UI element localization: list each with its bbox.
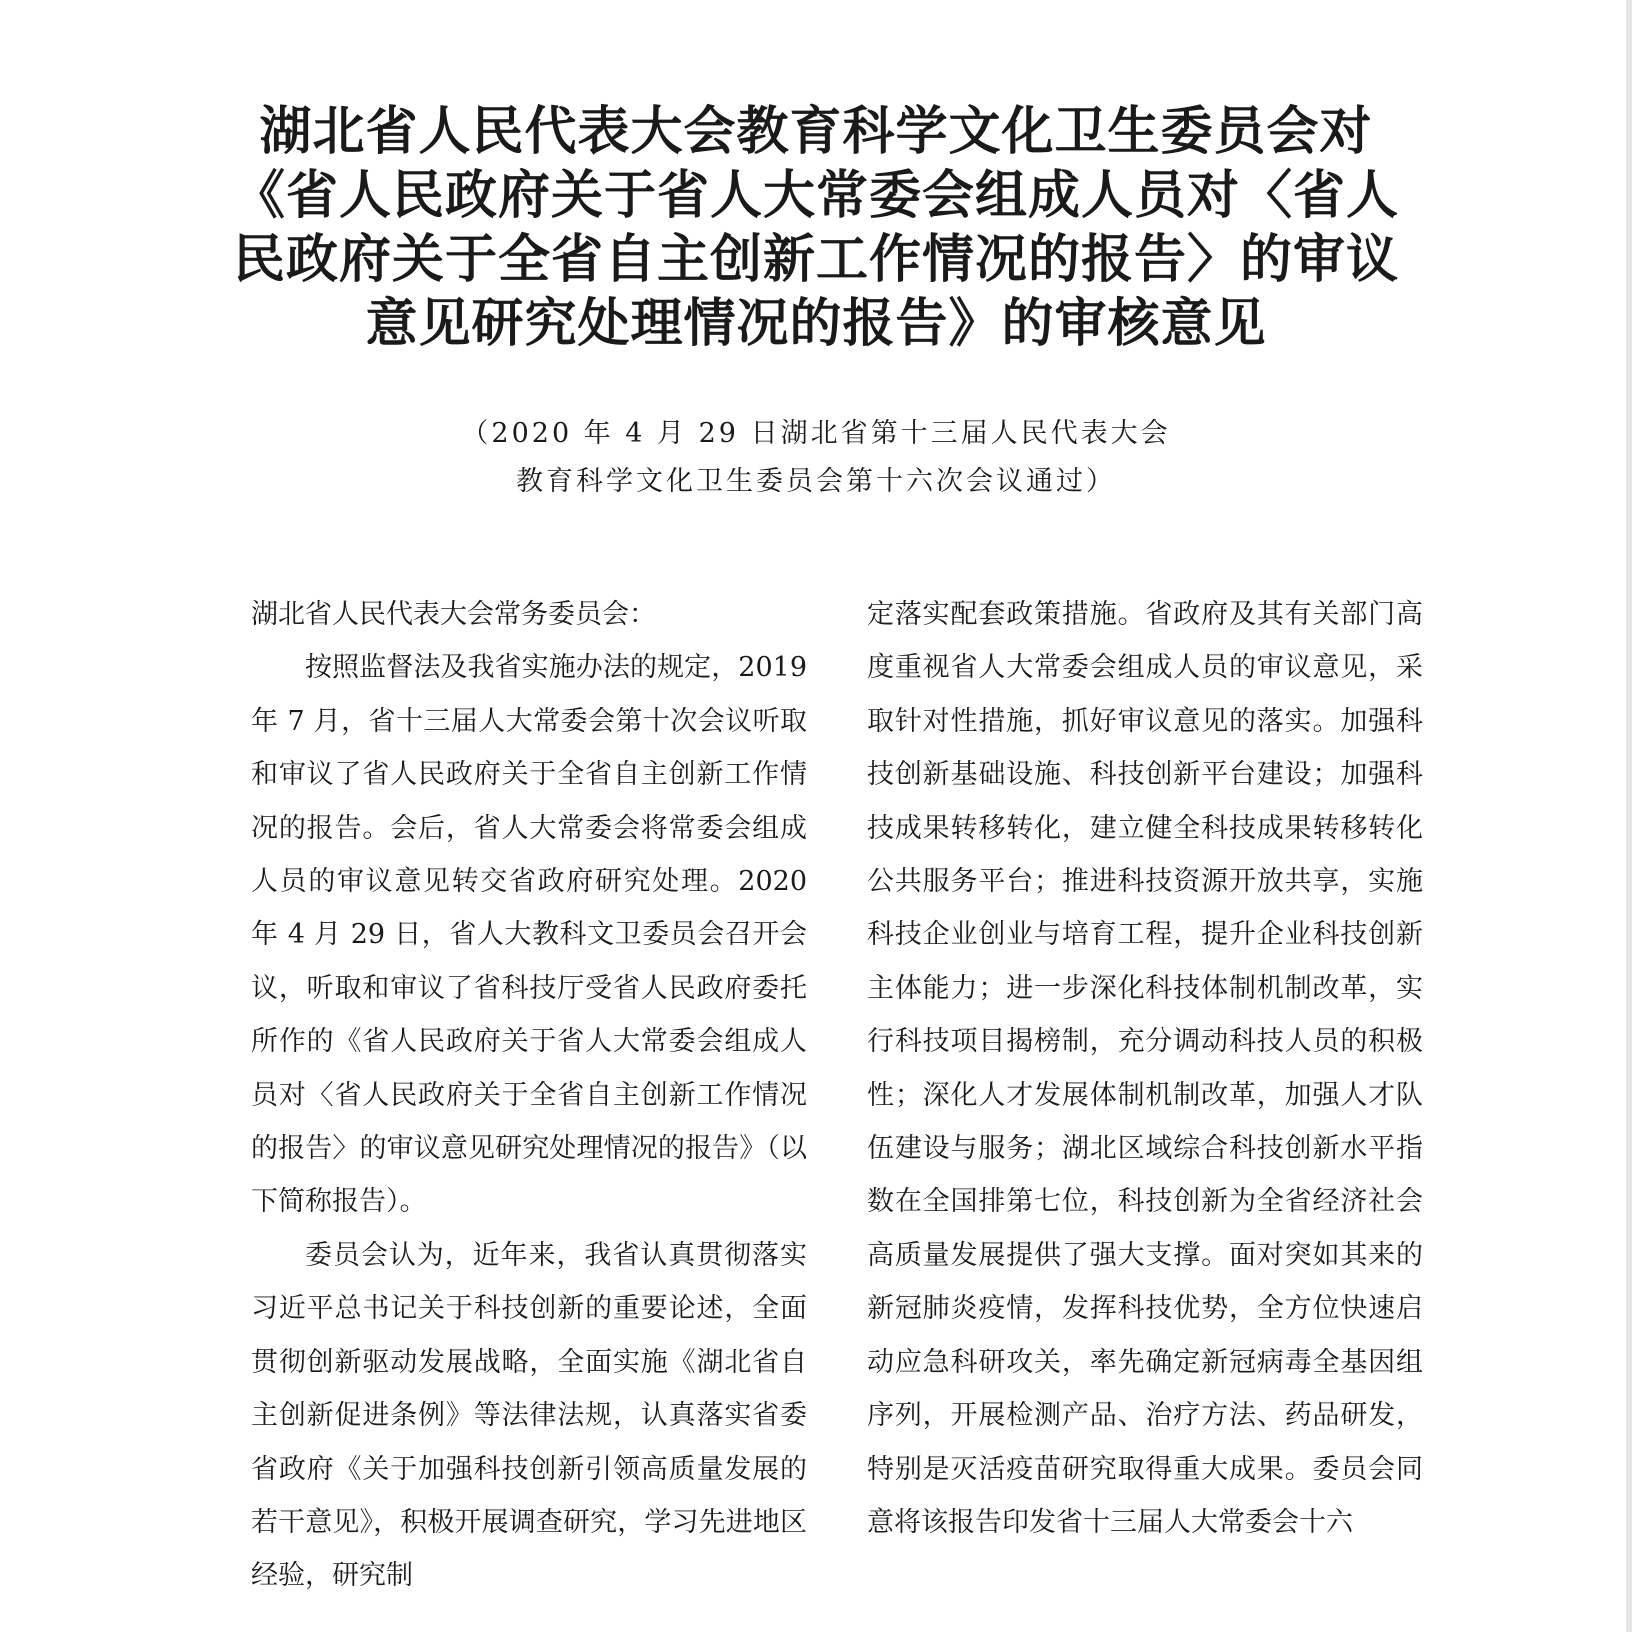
adoption-note-line-1: （2020 年 4 月 29 日湖北省第十三届人民代表大会 bbox=[461, 418, 1171, 449]
title-line-2: 《省人民政府关于省人大常委会组成人员对〈省人 bbox=[232, 166, 1399, 226]
body-paragraph-2: 委员会认为，近年来，我省认真贯彻落实习近平总书记关于科技创新的重要论述，全面贯彻创新驱动发展战略，全面实施《湖北省自主创新促进条例》等法律法规，认真落实省委省政府《关于加强科技创新引领高质量发展的若干意见》，积极开展调查研究，学习先进地区经验，研究制 bbox=[251, 1239, 807, 1592]
salutation: 湖北省人民代表大会常务委员会： bbox=[251, 599, 656, 630]
adoption-note bbox=[300, 410, 1332, 506]
page-edge-rule bbox=[1626, 0, 1632, 1632]
body-column-left bbox=[251, 588, 807, 1603]
document-title bbox=[230, 100, 1402, 356]
title-line-3: 民政府关于全省自主创新工作情况的报告〉的审议 bbox=[232, 230, 1399, 290]
adoption-note-line-2: 教育科学文化卫生委员会第十六次会议通过） bbox=[516, 466, 1116, 497]
title-line-4: 意见研究处理情况的报告》的审核意见 bbox=[365, 294, 1267, 354]
body-paragraph-2-continued: 定落实配套政策措施。省政府及其有关部门高度重视省人大常委会组成人员的审议意见，采取针对性措施，抓好审议意见的落实。加强科技创新基础设施、科技创新平台建设；加强科技成果转移转化，建立健全科技成果转移转化公共服务平台；推进科技资源开放共享，实施科技企业创业与培育工程，提升企业科技创新主体能力；进一步深化科技体制机制改革，实行科技项目揭榜制，充分调动科技人员的积极性；深化人才发展体制机制改革，加强人才队伍建设与服务；湖北区域综合科技创新水平指数在全国排第七位，科技创新为全省经济社会高质量发展提供了强大支撑。面对突如其来的新冠肺炎疫情，发挥科技优势，全方位快速启动应急科研攻关，率先确定新冠病毒全基因组序列，开展检测产品、治疗方法、药品研发，特别是灭活疫苗研究取得重大成果。委员会同意将该报告印发省十三届人大常委会十六 bbox=[867, 599, 1423, 1538]
title-line-1: 湖北省人民代表大会教育科学文化卫生委员会对 bbox=[259, 102, 1373, 162]
body-paragraph-1: 按照监督法及我省实施办法的规定，2019 年 7 月，省十三届人大常委会第十次会议听取和审议了省人民政府关于全省自主创新工作情况的报告。会后，省人大常委会将常委会组成人员的审议意见转交省政府研究处理。2020 年 4 月 29 日，省人大教科文卫委员会召开会议，听取和审议了省科技厅受省人民政府委托所作的《省人民政府关于省人大常委会组成人员对〈省人民政府关于全省自主创新工作情况的报告〉的审议意见研究处理情况的报告》（以下简称报告）。 bbox=[251, 652, 807, 1218]
body-column-right bbox=[867, 588, 1423, 1549]
